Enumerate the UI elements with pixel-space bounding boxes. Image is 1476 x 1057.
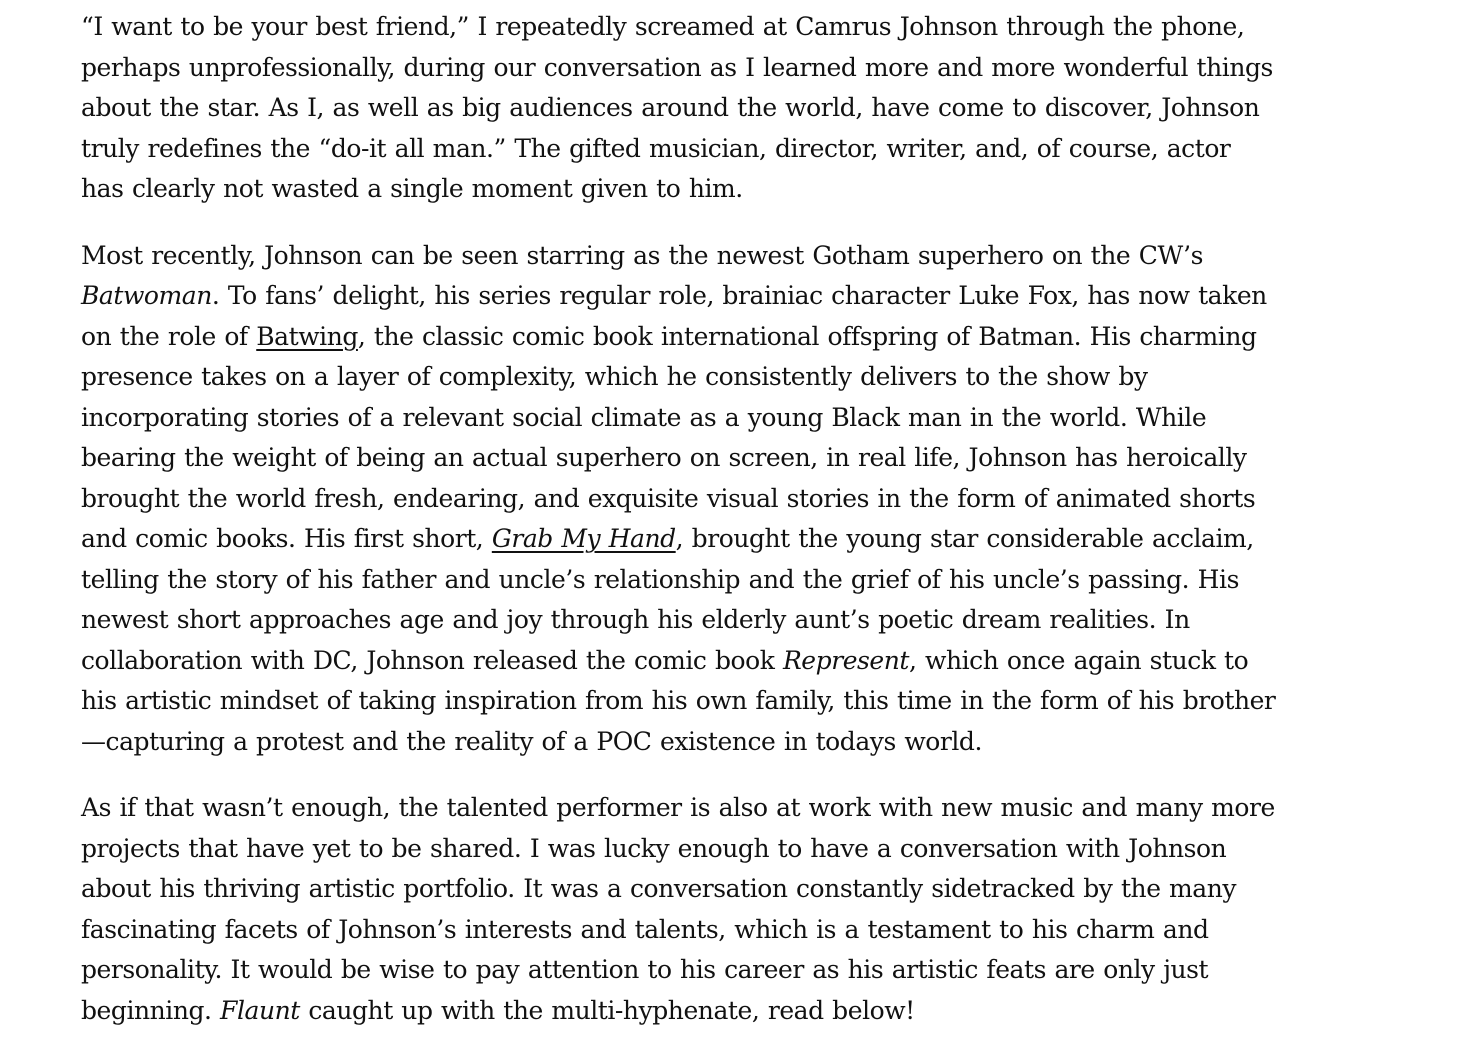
article-paragraph-batwoman: [81, 236, 1281, 763]
article-body: [81, 7, 1281, 1057]
paragraph-text: . To fans’ delight, his series regular role, brainiac character Luke Fox, has now taken on the role of: [81, 281, 1267, 351]
paragraph-text: , the classic comic book international offspring of Batman. His charming presence takes on a layer of complexity, which he consistently delivers to the show by incorporating stories of a relevant social climate as a young Black man in the world. While bearing the weight of being an actual superhero on screen, in real life, Johnson has heroically brought the world fresh, endearing, and exquisite visual stories in the form of animated shorts and comic books. His first short,: [81, 321, 1257, 553]
show-title-batwoman: Batwoman: [81, 281, 212, 310]
grab-my-hand-link[interactable]: [492, 524, 676, 553]
paragraph-text: caught up with the multi-hyphenate, read below!: [299, 995, 915, 1025]
article-paragraph-outro: [81, 788, 1281, 1031]
paragraph-text: , which once again stuck to his artistic mindset of taking inspiration from his own family, this time in the form of his brother—capturing a protest and the reality of a POC existence in todays world.: [81, 645, 1276, 756]
paragraph-text: As if that wasn’t enough, the talented performer is also at work with new music and many more projects that have yet to be shared. I was lucky enough to have a conversation with Johnson about his thriving artistic portfolio. It was a conversation constantly sidetracked by the many fascinating facets of Johnson’s interests and talents, which is a testament to his charm and personality. It would be wise to pay attention to his career as his artistic feats are only just beginning.: [81, 793, 1275, 1025]
comic-title-represent: Represent: [782, 645, 910, 675]
magazine-name-flaunt: Flaunt: [220, 995, 300, 1025]
batwing-link[interactable]: Batwing: [256, 321, 358, 351]
short-title-grab-my-hand: Grab My Hand: [491, 524, 676, 553]
paragraph-text: , brought the young star considerable acclaim, telling the story of his father and uncle’s relationship and the grief of his uncle’s passing. His newest short approaches age and joy through his elderly aunt’s poetic dream realities. In collaboration with DC, Johnson released the comic book: [81, 524, 1254, 675]
paragraph-text: Most recently, Johnson can be seen starring as the newest Gotham superhero on the CW’s: [81, 240, 1204, 270]
article-paragraph-intro: “I want to be your best friend,” I repeatedly screamed at Camrus Johnson through the phone, perhaps unprofessionally, during our conversation as I learned more and more wonderful things about the star. As I, as well as big audiences around the world, have come to discover, Johnson truly redefines the “do-it all man.” The gifted musician, director, writer, and, of course, actor has clearly not wasted a single moment given to him.: [81, 12, 1273, 203]
